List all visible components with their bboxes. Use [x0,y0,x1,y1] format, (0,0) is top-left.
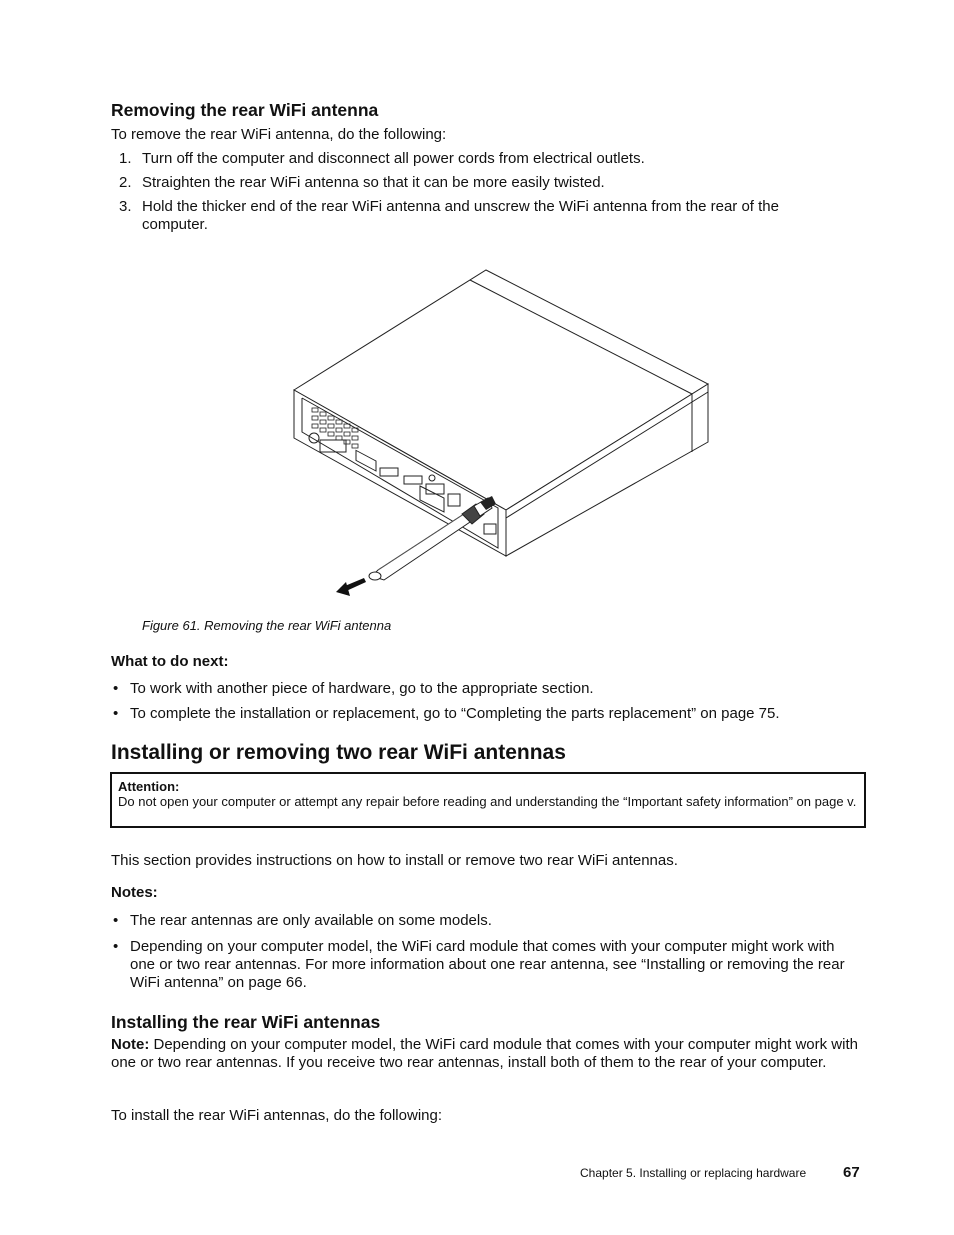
bullet-marker: • [113,705,119,722]
step-number: 1. [119,150,132,167]
section-intro: To remove the rear WiFi antenna, do the following: [111,126,447,143]
next-bullet-text: To work with another piece of hardware, go to the appropriate section. [130,680,594,697]
section-intro: This section provides instructions on how to install or remove two rear WiFi antennas. [111,852,678,869]
figure-caption: Figure 61. Removing the rear WiFi antenna [142,618,392,633]
bullet-marker: • [113,912,119,929]
note-paragraph [111,1036,861,1072]
notes-label: Notes: [111,884,158,901]
note-bullet-text: The rear antennas are only available on some models. [130,912,492,929]
note-bullet-text: Depending on your computer model, the WiFi card module that comes with your computer might work with one or two rear antennas. For more information about one rear antenna, see “Installing or removing the rear WiFi antenna” on page 66. [130,938,845,991]
section-heading-two-antennas: Installing or removing two rear WiFi antennas [111,741,566,764]
attention-box [110,772,866,828]
footer-chapter: Chapter 5. Installing or replacing hardware [580,1166,807,1180]
section-heading-installing: Installing the rear WiFi antennas [111,1012,381,1032]
page-number: 67 [843,1164,860,1181]
what-next-label: What to do next: [111,653,229,670]
attention-text: Do not open your computer or attempt any repair before reading and understanding the “Important safety information” on page v. [118,794,857,809]
note-label: Note: [111,1036,150,1053]
note-text: Depending on your computer model, the WiFi card module that comes with your computer might work with one or two rear antennas. If you receive two rear antennas, install both of them to the rear of your computer. [111,1036,858,1071]
section-heading-removing: Removing the rear WiFi antenna [111,100,379,120]
step-text: Hold the thicker end of the rear WiFi antenna and unscrew the WiFi antenna from the rear of the computer. [142,198,779,233]
step-text: Straighten the rear WiFi antenna so that it can be more easily twisted. [142,174,605,191]
attention-title: Attention: [118,779,180,794]
bullet-marker: • [113,938,119,955]
bullet-marker: • [113,680,119,697]
step-number: 3. [119,198,132,215]
step-text: Turn off the computer and disconnect all power cords from electrical outlets. [142,150,645,167]
section-intro: To install the rear WiFi antennas, do the following: [111,1107,443,1124]
step-number: 2. [119,174,132,191]
next-bullet-text: To complete the installation or replacement, go to “Completing the parts replacement” on page 75. [130,705,780,722]
antenna-removal-illustration [280,262,720,602]
